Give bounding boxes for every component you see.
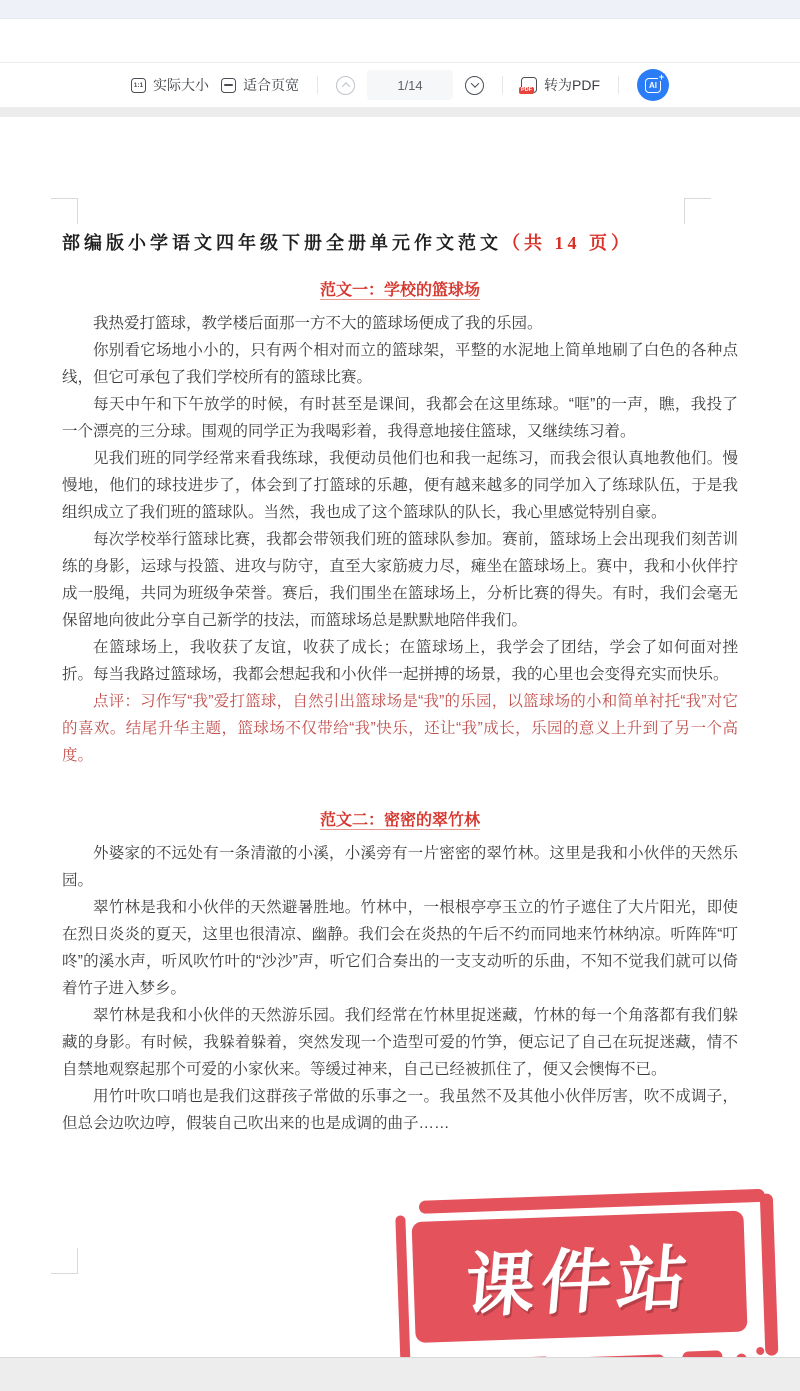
- stamp-text: 课件站: [461, 1239, 697, 1326]
- stamp-border: [760, 1193, 779, 1355]
- stamp-border: [568, 1354, 664, 1357]
- previous-page-button[interactable]: [336, 76, 355, 95]
- paragraph: 翠竹林是我和小伙伴的天然避暑胜地。竹林中，一根根亭亭玉立的竹子遮住了大片阳光，即使在烈日炎炎的夏天，这里也很清凉、幽静。我们会在炎热的午后不约而同地来竹林纳凉。听阵阵“叮咚”的溪水声，听风吹竹叶的“沙沙”声，听它们合奏出的一支支动听的乐曲，不知不觉我们就可以倚着竹子进入梦乡。: [62, 899, 738, 997]
- stamp-border: [682, 1350, 722, 1357]
- chevron-up-icon: [341, 82, 349, 90]
- ai-plus-icon: +: [658, 72, 665, 82]
- ai-assistant-button[interactable]: [637, 69, 669, 101]
- section-2-heading: 范文二：密密的翠竹林: [319, 812, 480, 829]
- paragraph: 每次学校举行篮球比赛，我都会带领我们班的篮球队参加。赛前，篮球场上会出现我们刻苦训练的身影，运球与投篮、进攻与防守，直至大家筋疲力尽，瘫坐在篮球场上。赛中，我和小伙伴拧成一股绳，共同为班级争荣誉。赛后，我们围坐在篮球场上，分析比赛的得失。有时，我们会毫无保留地向彼此分享自己新学的技法，而篮球场总是默默地陪伴我们。: [62, 531, 738, 629]
- paragraph: 每天中午和下午放学的时候，有时甚至是课间，我都会在这里练球。“哐”的一声，瞧，我投了一个漂亮的三分球。围观的同学正为我喝彩着，我得意地接住篮球，又继续练习着。: [62, 396, 738, 440]
- page-indicator: 1/14: [397, 77, 423, 93]
- fit-width-label: 适合页宽: [243, 77, 299, 93]
- fit-width-button[interactable]: [221, 75, 299, 95]
- pdf-file-icon: PDF: [521, 77, 537, 93]
- paragraph: 我热爱打篮球，教学楼后面那一方不大的篮球场便成了我的乐园。: [93, 315, 543, 332]
- stamp-ink-dot: [736, 1353, 746, 1357]
- page-number-input[interactable]: [367, 70, 453, 100]
- stamp-body: [412, 1210, 748, 1343]
- teacher-comment: 点评：习作写“我”爱打篮球，自然引出篮球场是“我”的乐园，以篮球场的小和简单衬托“我”对它的喜欢。结尾升华主题，篮球场不仅带给“我”快乐，还让“我”成长，乐园的意义上升到了另一个高度。: [62, 693, 738, 764]
- margin-mark-bottom-left: [51, 1248, 78, 1274]
- paragraph: 外婆家的不远处有一条清澈的小溪，小溪旁有一片密密的翠竹林。这里是我和小伙伴的天然乐园。: [62, 845, 738, 889]
- convert-to-pdf-button[interactable]: [521, 75, 600, 95]
- viewer-background-bottom: [0, 1357, 800, 1391]
- toolbar-divider: [618, 76, 619, 94]
- viewer-background-gap: [0, 108, 800, 117]
- document-content: [0, 117, 800, 1137]
- watermark-stamp: [395, 1188, 779, 1357]
- actual-size-icon: 1:1: [131, 78, 146, 93]
- convert-to-pdf-label: 转为PDF: [544, 77, 600, 93]
- stamp-border: [395, 1215, 410, 1357]
- paragraph: 见我们班的同学经常来看我练球，我便动员他们也和我一起练习，而我会很认真地教他们。慢慢地，他们的球技进步了，体会到了打篮球的乐趣，便有越来越多的同学加入了练球队伍，于是我组织成立了我们班的篮球队。当然，我也成了这个篮球队的队长，我心里感觉特别自豪。: [62, 450, 738, 521]
- chevron-down-icon: [470, 79, 478, 87]
- paragraph: 翠竹林是我和小伙伴的天然游乐园。我们经常在竹林里捉迷藏，竹林的每一个角落都有我们躲藏的身影。有时候，我躲着躲着，突然发现一个造型可爱的竹笋，便忘记了自己在玩捉迷藏，情不自禁地观察起那个可爱的小家伙来。等缓过神来，自己已经被抓住了，便又会懊悔不已。: [62, 1007, 738, 1078]
- stamp-ink-dot: [756, 1347, 764, 1355]
- section-1-heading: 范文一：学校的篮球场: [319, 282, 480, 299]
- menu-bar-empty: [0, 19, 800, 62]
- toolbar-divider: [502, 76, 503, 94]
- paragraph: 在篮球场上，我收获了友谊，收获了成长；在篮球场上，我学会了团结，学会了如何面对挫折。每当我路过篮球场，我都会想起我和小伙伴一起拼搏的场景，我的心里也会变得充实而快乐。: [62, 639, 738, 683]
- fit-width-icon: [221, 78, 236, 93]
- actual-size-label: 实际大小: [153, 77, 209, 93]
- actual-size-button[interactable]: [131, 75, 209, 95]
- window-top-strip: [0, 0, 800, 19]
- stamp-border: [420, 1356, 550, 1357]
- toolbar-divider: [317, 76, 318, 94]
- ai-icon: AI: [645, 78, 661, 93]
- paragraph: 你别看它场地小小的，只有两个相对而立的篮球架，平整的水泥地上简单地刷了白色的各种点线，但它可承包了我们学校所有的篮球比赛。: [62, 342, 738, 386]
- stamp-border: [419, 1189, 765, 1214]
- next-page-button[interactable]: [465, 76, 484, 95]
- viewer-toolbar: [0, 62, 800, 108]
- title-page-count: （共 14 页）: [502, 233, 633, 253]
- paragraph: 用竹叶吹口哨也是我们这群孩子常做的乐事之一。我虽然不及其他小伙伴厉害，吹不成调子，但总会边吹边哼，假装自己吹出来的也是成调的曲子……: [62, 1088, 738, 1132]
- document-title: 部编版小学语文四年级下册全册单元作文范文（共 14 页）: [62, 233, 633, 253]
- document-page[interactable]: [0, 117, 800, 1357]
